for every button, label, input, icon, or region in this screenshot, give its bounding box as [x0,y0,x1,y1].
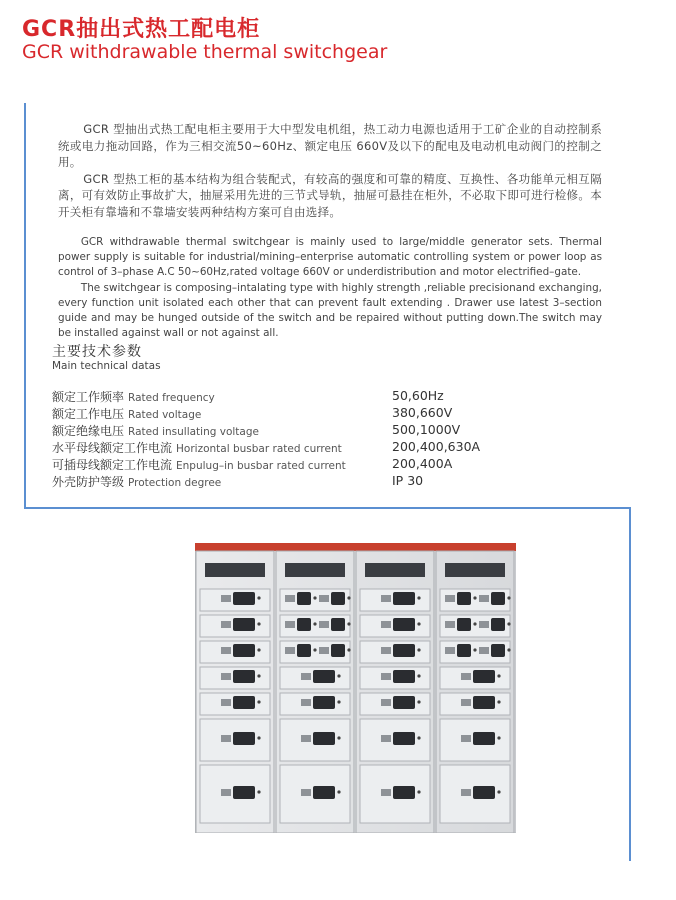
drawer-indicator [497,674,500,677]
spec-row [52,456,612,473]
drawer-indicator [417,700,420,703]
frame-line-horizontal [24,507,631,509]
drawer-indicator [337,790,340,793]
spec-label-en: Protection degree [128,477,222,489]
drawer-meter [313,732,335,745]
spec-label-cn: 额定绝缘电压 [52,424,125,438]
drawer-meter [491,592,505,605]
drawer-indicator [257,736,260,739]
drawer-handle [479,647,489,654]
drawer-meter [331,618,345,631]
drawer-handle [445,595,455,602]
drawer-meter [331,592,345,605]
drawer-handle [479,621,489,628]
drawer-handle [479,595,489,602]
drawer-handle [221,699,231,706]
drawer-meter [297,592,311,605]
spec-value: 200,400A [392,456,453,471]
drawer-indicator [417,790,420,793]
drawer-handle [319,647,329,654]
drawer-meter [457,592,471,605]
drawer-handle [221,789,231,796]
drawer-handle [221,595,231,602]
drawer-indicator [507,648,510,651]
drawer-handle [381,595,391,602]
spec-row [52,388,612,405]
spec-label-en: Rated insullating voltage [128,426,259,438]
specs-heading-en: Main technical datas [52,360,161,372]
specs-heading-cn: 主要技术参数 [52,344,142,360]
intro-cn [58,121,602,220]
drawer-meter [233,644,255,657]
spec-row [52,422,612,439]
drawer-indicator [417,622,420,625]
drawer-handle [319,621,329,628]
drawer-handle [285,647,295,654]
drawer-handle [221,647,231,654]
drawer-meter [393,644,415,657]
spec-label-cn: 水平母线额定工作电流 [52,441,173,455]
page-title-cn: GCR抽出式热工配电柜 [22,17,261,42]
drawer-meter [331,644,345,657]
drawer-indicator [497,790,500,793]
drawer-indicator [313,596,316,599]
spec-value: 500,1000V [392,422,461,437]
drawer-indicator [473,622,476,625]
drawer-handle [381,735,391,742]
drawer-indicator [417,736,420,739]
drawer-meter [491,644,505,657]
drawer-meter [297,618,311,631]
drawer-indicator [347,622,350,625]
drawer-handle [301,699,311,706]
intro-en [58,235,602,341]
drawer-handle [381,673,391,680]
drawer-meter [393,786,415,799]
spec-value: 200,400,630A [392,439,481,454]
drawer-handle [461,699,471,706]
intro-en-paragraph-2: The switchgear is composing–intalating type with highly strength ,reliable precisionand exchanging, every function unit isolated each other that can prevent fault extending . Drawer use latest 3–section guide and may be hunged outside of the switch and be repaired without putting down.The switch may be installed against wall or not against all. [58,281,602,340]
drawer-indicator [257,622,260,625]
drawer-indicator [417,674,420,677]
drawer-meter [233,732,255,745]
drawer-indicator [257,596,260,599]
drawer-indicator [313,648,316,651]
drawer-handle [285,595,295,602]
intro-en-paragraph-1: GCR withdrawable thermal switchgear is mainly used to large/middle generator sets. Thermal power supply is suitable for industrial/mining–enterprise automatic controlling system or power loop as control of 3–phase A.C 50~60Hz,rated voltage 660V or underdistribution and motor electrified–gate. [58,236,602,279]
drawer-handle [381,699,391,706]
spec-label-cn: 外壳防护等级 [52,475,125,489]
drawer-meter [313,696,335,709]
drawer-handle [461,673,471,680]
intro-cn-paragraph-2: GCR 型热工柜的基本结构为组合装配式，有较高的强度和可靠的精度、互换性、各功能单元相互隔离，可有效防止事故扩大，抽屉采用先进的三节式导轨，抽屉可悬挂在柜外，不必取下即可进行检修。本开关柜有靠墙和不靠墙安装两种结构方案可自由选择。 [58,171,602,219]
drawer-handle [381,647,391,654]
drawer-handle [461,735,471,742]
drawer-meter [393,670,415,683]
drawer-indicator [507,622,510,625]
drawer-indicator [417,596,420,599]
drawer-handle [381,789,391,796]
drawer-indicator [473,596,476,599]
drawer-indicator [257,790,260,793]
drawer-handle [221,735,231,742]
drawer-indicator [347,648,350,651]
spec-label-en: Rated frequency [128,392,215,404]
spec-value: 50,60Hz [392,388,444,403]
drawer-meter [233,696,255,709]
drawer-handle [445,647,455,654]
drawer-indicator [337,736,340,739]
drawer-meter [313,786,335,799]
spec-label-en: Rated voltage [128,409,202,421]
drawer-indicator [337,700,340,703]
drawer-meter [457,644,471,657]
drawer-handle [445,621,455,628]
drawer-handle [461,789,471,796]
frame-line-right [629,507,631,861]
drawer-handle [285,621,295,628]
drawer-indicator [257,700,260,703]
switchgear-cabinet-photo [195,543,516,833]
drawer-meter [473,732,495,745]
cabinet-display-strip [445,563,505,577]
drawer-handle [319,595,329,602]
drawer-indicator [473,648,476,651]
frame-line-left [24,103,26,507]
drawer-indicator [337,674,340,677]
drawer-meter [233,618,255,631]
drawer-indicator [257,648,260,651]
drawer-meter [297,644,311,657]
drawer-handle [301,673,311,680]
drawer-meter [393,618,415,631]
intro-cn-paragraph-1: GCR 型抽出式热工配电柜主要用于大中型发电机组，热工动力电源也适用于工矿企业的自动控制系统或电力拖动回路，作为三相交流50~60Hz、额定电压 660V及以下的配电及电动机电动阀门的控制之用。 [58,122,602,169]
drawer-indicator [417,648,420,651]
spec-label-cn: 可插母线额定工作电流 [52,458,173,472]
drawer-meter [473,696,495,709]
page-title-en: GCR withdrawable thermal switchgear [22,41,388,63]
drawer-indicator [347,596,350,599]
drawer-indicator [257,674,260,677]
drawer-handle [301,789,311,796]
drawer-handle [221,673,231,680]
spec-label-cn: 额定工作频率 [52,390,125,404]
drawer-meter [473,786,495,799]
drawer-handle [381,621,391,628]
cabinet-display-strip [205,563,265,577]
drawer-meter [457,618,471,631]
drawer-indicator [507,596,510,599]
cabinet-display-strip [365,563,425,577]
drawer-meter [233,670,255,683]
drawer-meter [393,592,415,605]
drawer-meter [233,592,255,605]
drawer-handle [221,621,231,628]
cabinet-display-strip [285,563,345,577]
spec-value: IP 30 [392,473,424,488]
spec-label-cn: 额定工作电压 [52,407,125,421]
spec-row [52,405,612,422]
drawer-meter [393,732,415,745]
spec-value: 380,660V [392,405,453,420]
drawer-meter [393,696,415,709]
drawer-handle [301,735,311,742]
drawer-indicator [313,622,316,625]
drawer-meter [473,670,495,683]
spec-row [52,473,612,490]
spec-row [52,439,612,456]
drawer-meter [491,618,505,631]
drawer-meter [313,670,335,683]
drawer-meter [233,786,255,799]
spec-label-en: Horizontal busbar rated current [176,443,342,455]
drawer-indicator [497,700,500,703]
spec-label-en: Enpulug–in busbar rated current [176,460,346,472]
drawer-indicator [497,736,500,739]
